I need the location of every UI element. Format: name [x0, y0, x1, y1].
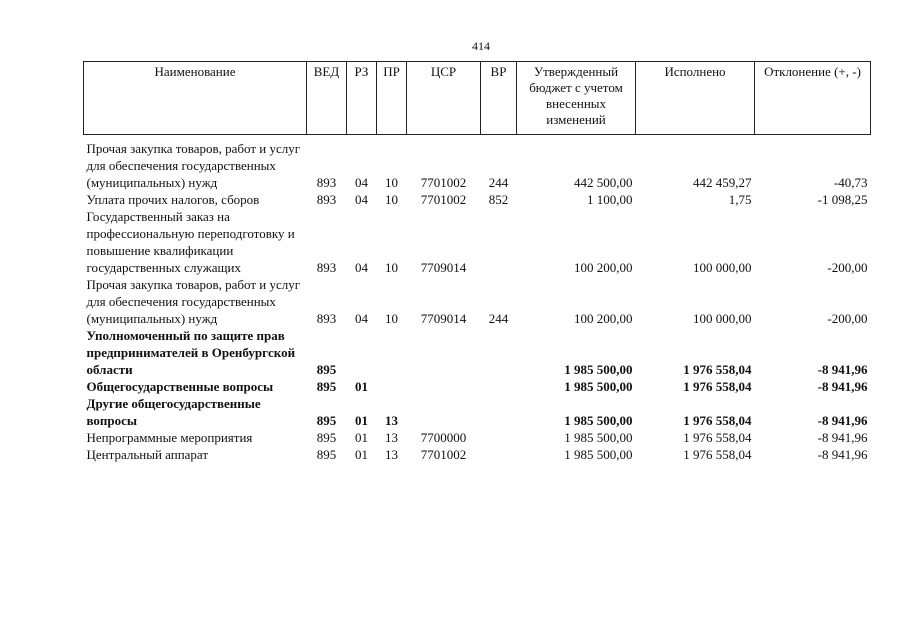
- cell-ved: 895: [316, 362, 337, 377]
- cell-ved: 895: [316, 447, 337, 462]
- cell-pr: 10: [385, 260, 398, 275]
- table-row: [84, 327, 871, 378]
- cell-approved: 100 200,00: [574, 260, 633, 275]
- cell-pr: 13: [385, 430, 398, 445]
- cell-executed: 1 976 558,04: [683, 447, 752, 462]
- cell-vr: [481, 208, 517, 276]
- cell-name: Уплата прочих налогов, сборов: [86, 192, 260, 207]
- cell-rz: 01: [355, 447, 368, 462]
- table-row: [84, 378, 871, 395]
- cell-rz: 04: [355, 192, 368, 207]
- cell-ved: 893: [316, 260, 337, 275]
- cell-vr: 852: [488, 192, 509, 207]
- header-csr: ЦСР: [407, 62, 481, 135]
- cell-rz: 01: [355, 413, 368, 428]
- cell-pr: [377, 327, 407, 378]
- cell-name: Прочая закупка товаров, работ и услуг для обеспечения государственных (муниципальных) нужд: [86, 141, 301, 190]
- table-row: [84, 395, 871, 429]
- cell-rz: 01: [355, 430, 368, 445]
- cell-name: Государственный заказ на профессиональную переподготовку и повышение квалификации государственных служащих: [86, 209, 295, 275]
- cell-executed: 1 976 558,04: [683, 413, 752, 428]
- cell-csr: 7700000: [420, 430, 467, 445]
- cell-deviation: -200,00: [827, 311, 868, 326]
- cell-deviation: -8 941,96: [817, 379, 868, 394]
- cell-csr: 7709014: [420, 311, 467, 326]
- header-vr: ВР: [481, 62, 517, 135]
- cell-approved: 1 985 500,00: [564, 413, 633, 428]
- cell-ved: 893: [316, 311, 337, 326]
- cell-pr: 10: [385, 175, 398, 190]
- cell-vr: [481, 429, 517, 446]
- header-executed: Исполнено: [636, 62, 755, 135]
- cell-vr: [481, 395, 517, 429]
- cell-approved: 1 985 500,00: [564, 447, 633, 462]
- cell-ved: 893: [316, 175, 337, 190]
- table-row: [84, 429, 871, 446]
- cell-pr: 10: [385, 311, 398, 326]
- table-row: [84, 276, 871, 327]
- cell-rz: 01: [355, 379, 368, 394]
- cell-deviation: -8 941,96: [817, 447, 868, 462]
- cell-approved: 442 500,00: [574, 175, 633, 190]
- header-pr: ПР: [377, 62, 407, 135]
- cell-executed: 100 000,00: [693, 260, 752, 275]
- cell-deviation: -8 941,96: [817, 430, 868, 445]
- cell-executed: 100 000,00: [693, 311, 752, 326]
- cell-csr: 7701002: [420, 192, 467, 207]
- table-header-row: [84, 62, 871, 135]
- cell-deviation: -1 098,25: [817, 192, 868, 207]
- cell-executed: 1 976 558,04: [683, 430, 752, 445]
- budget-table: [83, 61, 871, 463]
- cell-deviation: -40,73: [833, 175, 868, 190]
- table-row: [84, 208, 871, 276]
- cell-csr: [407, 327, 481, 378]
- cell-approved: 1 100,00: [587, 192, 633, 207]
- page-number: 414: [472, 39, 490, 53]
- cell-name: Другие общегосударственные вопросы: [86, 396, 261, 428]
- cell-name: Непрограммные мероприятия: [86, 430, 253, 445]
- cell-deviation: -8 941,96: [817, 413, 868, 428]
- cell-ved: 895: [316, 379, 337, 394]
- cell-executed: 1 976 558,04: [683, 379, 752, 394]
- cell-ved: 893: [316, 192, 337, 207]
- header-deviation: Отклонение (+, -): [755, 62, 871, 135]
- cell-csr: 7701002: [420, 447, 467, 462]
- cell-executed: 1 976 558,04: [683, 362, 752, 377]
- cell-vr: [481, 378, 517, 395]
- cell-pr: [377, 378, 407, 395]
- cell-executed: 1,75: [728, 192, 752, 207]
- cell-rz: 04: [355, 260, 368, 275]
- cell-name: Центральный аппарат: [86, 447, 209, 462]
- cell-approved: 100 200,00: [574, 311, 633, 326]
- cell-deviation: -8 941,96: [817, 362, 868, 377]
- cell-vr: 244: [488, 175, 509, 190]
- header-ved: ВЕД: [307, 62, 347, 135]
- cell-pr: 13: [385, 447, 398, 462]
- cell-rz: 04: [355, 311, 368, 326]
- cell-approved: 1 985 500,00: [564, 430, 633, 445]
- cell-ved: 895: [316, 413, 337, 428]
- cell-pr: 10: [385, 192, 398, 207]
- cell-pr: 13: [385, 413, 398, 428]
- table-row: [84, 135, 871, 192]
- cell-rz: 04: [355, 175, 368, 190]
- cell-csr: 7709014: [420, 260, 467, 275]
- cell-vr: 244: [488, 311, 509, 326]
- cell-deviation: -200,00: [827, 260, 868, 275]
- cell-rz: [347, 327, 377, 378]
- header-name: Наименование: [84, 62, 307, 135]
- cell-name: Прочая закупка товаров, работ и услуг для обеспечения государственных (муниципальных) нужд: [86, 277, 301, 326]
- cell-approved: 1 985 500,00: [564, 379, 633, 394]
- cell-csr: [407, 378, 481, 395]
- cell-csr: 7701002: [420, 175, 467, 190]
- cell-name: Уполномоченный по защите прав предпринимателей в Оренбургской области: [86, 328, 296, 377]
- table-row: [84, 446, 871, 463]
- cell-csr: [407, 395, 481, 429]
- cell-approved: 1 985 500,00: [564, 362, 633, 377]
- cell-name: Общегосударственные вопросы: [86, 379, 274, 394]
- header-approved: Утвержденный бюджет с учетом внесенных изменений: [517, 62, 636, 135]
- table-body: [84, 135, 871, 464]
- cell-vr: [481, 327, 517, 378]
- header-rz: РЗ: [347, 62, 377, 135]
- table-row: [84, 191, 871, 208]
- cell-vr: [481, 446, 517, 463]
- cell-ved: 895: [316, 430, 337, 445]
- cell-executed: 442 459,27: [693, 175, 752, 190]
